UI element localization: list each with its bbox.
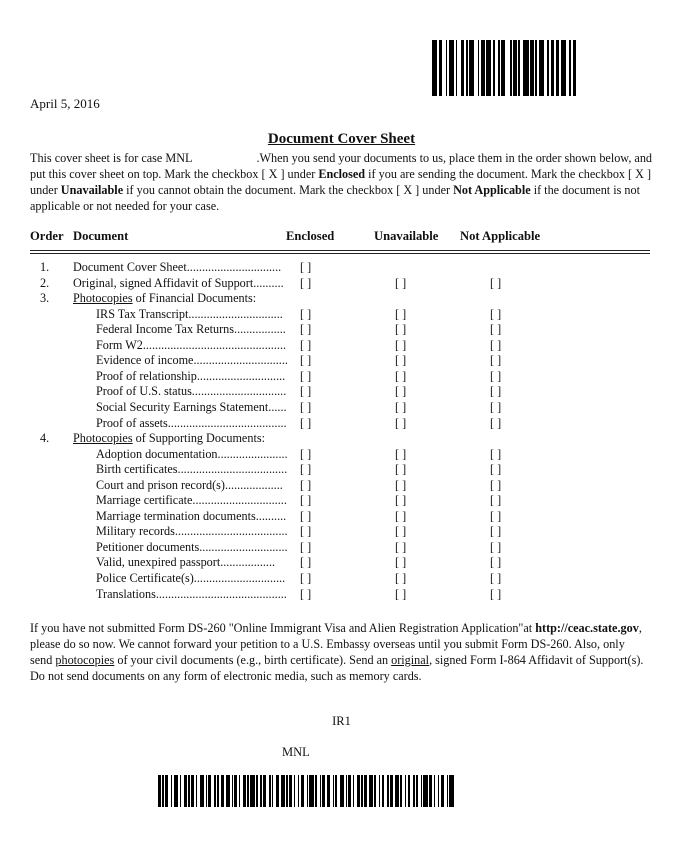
enclosed-checkbox[interactable]: [ ] bbox=[300, 275, 312, 290]
unavailable-checkbox[interactable]: [ ] bbox=[395, 399, 407, 414]
header-document: Document bbox=[73, 229, 129, 243]
document-label: Police Certificate(s).............................. bbox=[96, 571, 286, 585]
document-label: Original, signed Affidavit of Support.......... bbox=[73, 275, 284, 290]
unavailable-checkbox[interactable]: [ ] bbox=[395, 368, 407, 383]
enclosed-checkbox[interactable]: [ ] bbox=[300, 524, 312, 539]
unavailable-checkbox[interactable]: [ ] bbox=[395, 462, 407, 477]
row-number: 2. bbox=[40, 275, 50, 290]
enclosed-checkbox[interactable]: [ ] bbox=[300, 368, 312, 383]
document-date: April 5, 2016 bbox=[30, 96, 100, 111]
document-label: Federal Income Tax Returns................. bbox=[96, 322, 286, 337]
not-applicable-checkbox[interactable]: [ ] bbox=[490, 493, 502, 508]
not-applicable-checkbox[interactable]: [ ] bbox=[490, 524, 502, 539]
document-label: Photocopies of Financial Documents: bbox=[73, 291, 257, 306]
document-label: Proof of relationship............................. bbox=[96, 368, 286, 383]
not-applicable-checkbox[interactable]: [ ] bbox=[490, 586, 502, 601]
document-label: Form W2............................................... bbox=[96, 337, 287, 352]
barcode-bottom bbox=[158, 775, 498, 807]
not-applicable-checkbox[interactable]: [ ] bbox=[490, 368, 502, 383]
unavailable-checkbox[interactable]: [ ] bbox=[395, 275, 407, 290]
not-applicable-checkbox[interactable]: [ ] bbox=[490, 306, 502, 321]
barcode-top bbox=[432, 40, 598, 96]
unavailable-checkbox[interactable]: [ ] bbox=[395, 539, 407, 554]
unavailable-checkbox[interactable]: [ ] bbox=[395, 353, 407, 368]
header-unavailable: Unavailable bbox=[374, 229, 439, 243]
enclosed-checkbox[interactable]: [ ] bbox=[300, 384, 312, 399]
not-applicable-checkbox[interactable]: [ ] bbox=[490, 415, 502, 430]
not-applicable-checkbox[interactable]: [ ] bbox=[490, 446, 502, 461]
document-label: Military records..................................... bbox=[96, 524, 288, 539]
intro-text-1: This cover sheet is for case MNL bbox=[30, 151, 193, 165]
document-label: Marriage termination documents.......... bbox=[96, 508, 287, 523]
footer-text-1: If you have not submitted Form DS-260 "Online Immigrant Visa and Alien Registration Application"at bbox=[30, 621, 536, 635]
enclosed-checkbox[interactable]: [ ] bbox=[300, 493, 312, 508]
enclosed-checkbox[interactable]: [ ] bbox=[300, 353, 312, 368]
enclosed-checkbox[interactable]: [ ] bbox=[300, 260, 312, 274]
document-label: Translations........................................... bbox=[96, 586, 287, 601]
footer-text-3: of your civil documents (e.g., birth certificate). Send an bbox=[114, 653, 392, 667]
intro-text-2: .When you send your documents to us, place them in the order shown below, and put this cover sheet on top. Mark the checkbox [ X ] under bbox=[30, 151, 653, 181]
visa-class-label: IR1 bbox=[332, 714, 351, 728]
enclosed-checkbox[interactable]: [ ] bbox=[300, 415, 312, 430]
document-label: Document Cover Sheet............................... bbox=[73, 260, 282, 274]
enclosed-checkbox[interactable]: [ ] bbox=[300, 337, 312, 352]
document-label: Proof of assets....................................... bbox=[96, 415, 287, 430]
enclosed-checkbox[interactable]: [ ] bbox=[300, 555, 312, 570]
not-applicable-checkbox[interactable]: [ ] bbox=[490, 571, 502, 585]
header-not-applicable: Not Applicable bbox=[460, 229, 541, 243]
unavailable-checkbox[interactable]: [ ] bbox=[395, 322, 407, 337]
enclosed-checkbox[interactable]: [ ] bbox=[300, 306, 312, 321]
not-applicable-checkbox[interactable]: [ ] bbox=[490, 555, 502, 570]
not-applicable-checkbox[interactable]: [ ] bbox=[490, 508, 502, 523]
intro-text-4: if you cannot obtain the document. Mark the checkbox [ X ] under bbox=[123, 183, 454, 197]
intro-text-5: if the document is not applicable or not needed for your case. bbox=[30, 183, 640, 213]
header-divider-2 bbox=[30, 253, 650, 254]
document-label: Photocopies of Supporting Documents: bbox=[73, 431, 265, 446]
intro-enclosed: Enclosed bbox=[318, 167, 366, 181]
unavailable-checkbox[interactable]: [ ] bbox=[395, 477, 407, 492]
unavailable-checkbox[interactable]: [ ] bbox=[395, 571, 407, 585]
intro-not-applicable: Not Applicable bbox=[453, 183, 531, 197]
intro-paragraph bbox=[30, 150, 652, 214]
unavailable-checkbox[interactable]: [ ] bbox=[395, 586, 407, 601]
enclosed-checkbox[interactable]: [ ] bbox=[300, 462, 312, 477]
enclosed-checkbox[interactable]: [ ] bbox=[300, 399, 312, 414]
document-label: Evidence of income............................... bbox=[96, 353, 288, 368]
document-label: Marriage certificate............................... bbox=[96, 493, 287, 508]
document-label: IRS Tax Transcript............................... bbox=[96, 306, 283, 321]
unavailable-checkbox[interactable]: [ ] bbox=[395, 306, 407, 321]
footer-original: original bbox=[391, 653, 430, 667]
intro-text-3: if you are sending the document. Mark the checkbox [ X ] under bbox=[30, 167, 652, 197]
unavailable-checkbox[interactable]: [ ] bbox=[395, 337, 407, 352]
enclosed-checkbox[interactable]: [ ] bbox=[300, 508, 312, 523]
not-applicable-checkbox[interactable]: [ ] bbox=[490, 384, 502, 399]
unavailable-checkbox[interactable]: [ ] bbox=[395, 524, 407, 539]
enclosed-checkbox[interactable]: [ ] bbox=[300, 446, 312, 461]
unavailable-checkbox[interactable]: [ ] bbox=[395, 446, 407, 461]
footer-paragraph bbox=[30, 620, 650, 684]
not-applicable-checkbox[interactable]: [ ] bbox=[490, 399, 502, 414]
post-code-label: MNL bbox=[282, 745, 310, 759]
not-applicable-checkbox[interactable]: [ ] bbox=[490, 337, 502, 352]
not-applicable-checkbox[interactable]: [ ] bbox=[490, 539, 502, 554]
row-number: 4. bbox=[40, 431, 50, 446]
not-applicable-checkbox[interactable]: [ ] bbox=[490, 275, 502, 290]
enclosed-checkbox[interactable]: [ ] bbox=[300, 322, 312, 337]
not-applicable-checkbox[interactable]: [ ] bbox=[490, 322, 502, 337]
intro-unavailable: Unavailable bbox=[60, 183, 124, 197]
not-applicable-checkbox[interactable]: [ ] bbox=[490, 462, 502, 477]
not-applicable-checkbox[interactable]: [ ] bbox=[490, 477, 502, 492]
header-order: Order bbox=[30, 229, 64, 243]
enclosed-checkbox[interactable]: [ ] bbox=[300, 539, 312, 554]
document-label: Birth certificates.................................... bbox=[96, 462, 288, 477]
document-label: Adoption documentation....................... bbox=[96, 446, 288, 461]
footer-photocopies: photocopies bbox=[55, 653, 115, 667]
enclosed-checkbox[interactable]: [ ] bbox=[300, 477, 312, 492]
document-label: Social Security Earnings Statement...... bbox=[96, 399, 287, 414]
document-label: Proof of U.S. status............................... bbox=[96, 384, 287, 399]
row-number: 3. bbox=[40, 291, 50, 306]
unavailable-checkbox[interactable]: [ ] bbox=[395, 493, 407, 508]
header-enclosed: Enclosed bbox=[286, 229, 335, 243]
ceac-link[interactable]: http://ceac.state.gov bbox=[535, 621, 639, 635]
unavailable-checkbox[interactable]: [ ] bbox=[395, 508, 407, 523]
unavailable-checkbox[interactable]: [ ] bbox=[395, 384, 407, 399]
document-label: Court and prison record(s)................... bbox=[96, 477, 283, 492]
enclosed-checkbox[interactable]: [ ] bbox=[300, 571, 312, 585]
not-applicable-checkbox[interactable]: [ ] bbox=[490, 353, 502, 368]
unavailable-checkbox[interactable]: [ ] bbox=[395, 415, 407, 430]
footer-text-2: , please do so now. We cannot forward your petition to a U.S. Embassy overseas until you submit Form DS-260. Also, only send bbox=[30, 621, 642, 667]
document-label: Valid, unexpired passport.................. bbox=[96, 555, 276, 570]
row-number: 1. bbox=[40, 260, 50, 274]
document-label: Petitioner documents............................. bbox=[96, 539, 288, 554]
footer-text-4: , signed Form I-864 Affidavit of Support(s). Do not send documents on any form of electronic media, such as memory cards. bbox=[30, 653, 644, 683]
unavailable-checkbox[interactable]: [ ] bbox=[395, 555, 407, 570]
header-divider bbox=[30, 250, 650, 251]
page-title: Document Cover Sheet bbox=[267, 131, 416, 147]
enclosed-checkbox[interactable]: [ ] bbox=[300, 586, 312, 601]
